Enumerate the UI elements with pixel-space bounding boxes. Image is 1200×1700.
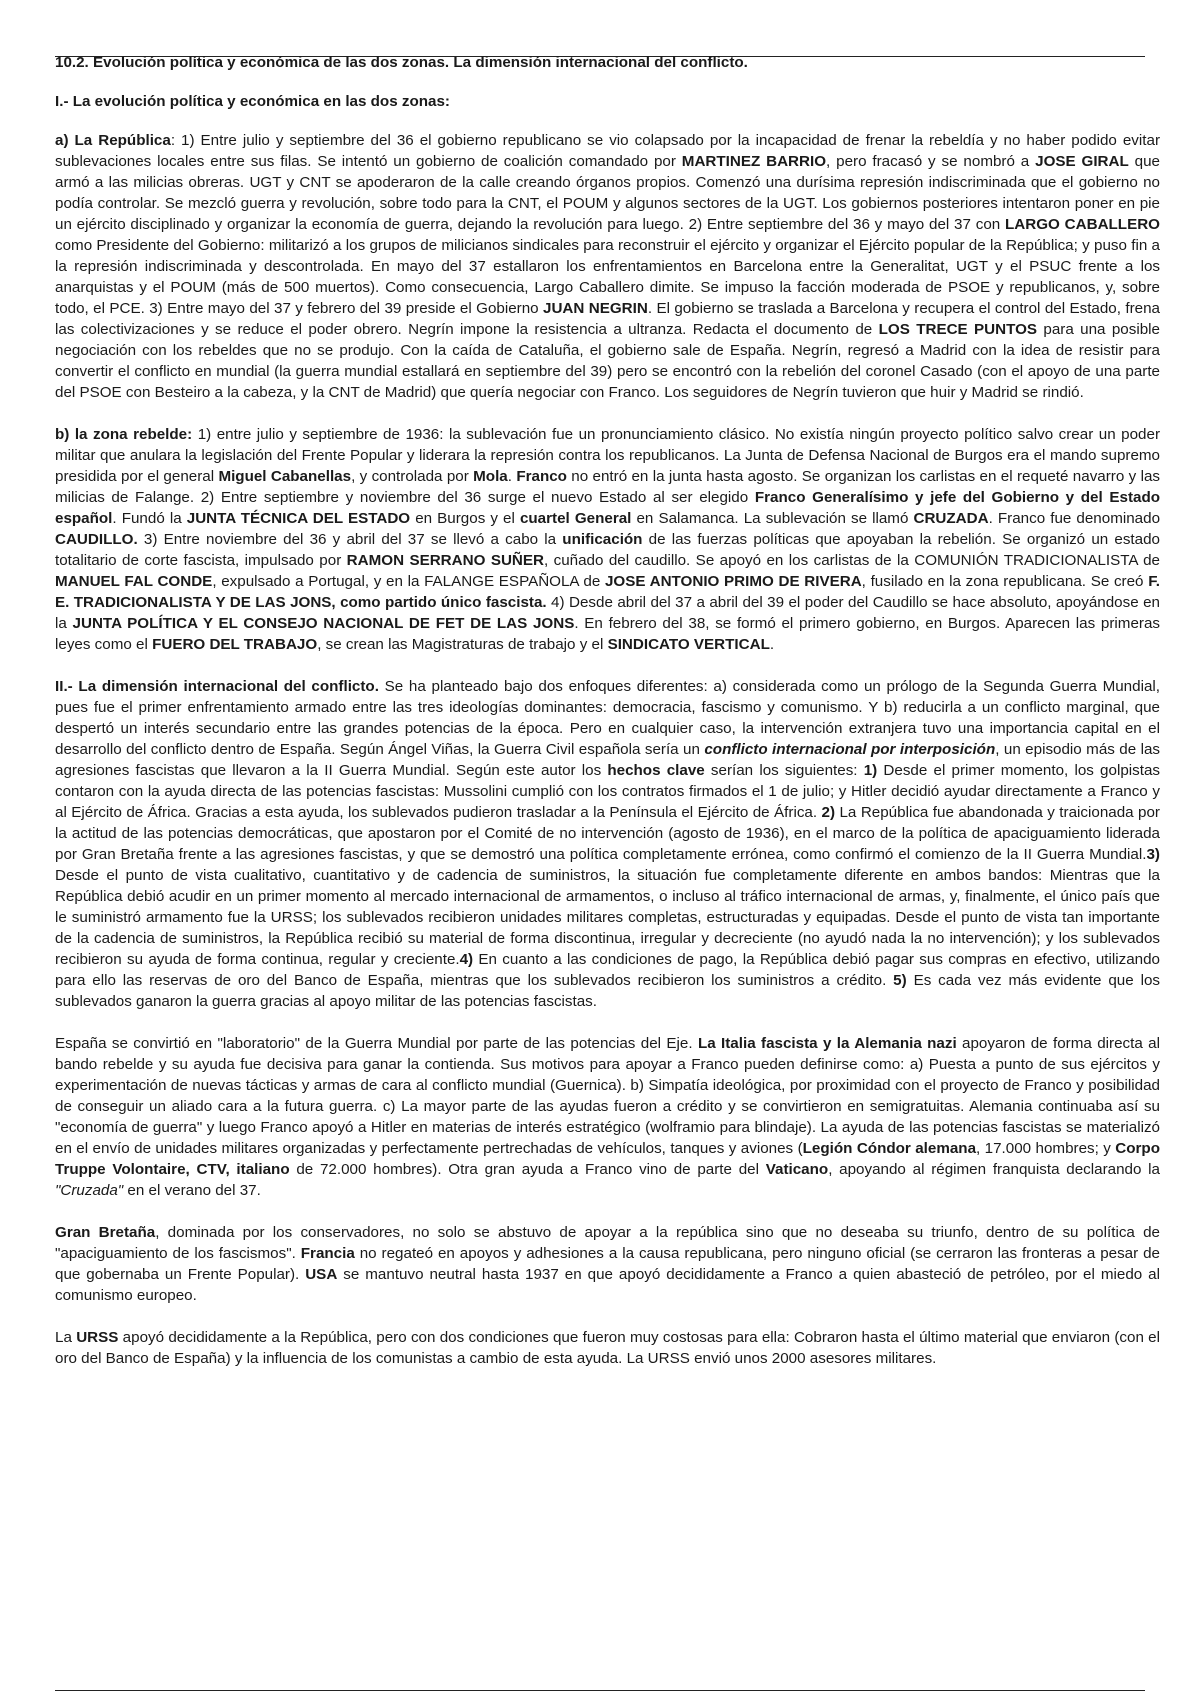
text-segment: Desde el punto de vista cualitativo, cuantitativo y de cadencia de suministros, la situación fue completamente diferente en ambos bandos: Mientras que la República debió acudir en un primer momento al mercado internacional de armamentos, o incluso al tráfico internacional de armas, y, finalmente, el único país que le suministró armamento fue la URSS; los sublevados recibieron unidades militares completas, estructuradas y equipadas. Desde el punto de vista tan importante de la cadencia de suministros, la República recibió su material de forma discontinua, irregular y decreciente (no ayudó nada la no intervención); y los sublevados recibieron su ayuda de forma continua, regular y creciente. [55, 867, 1160, 968]
bold-text-segment: CRUZADA [913, 510, 989, 527]
text-segment: , cuñado del caudillo. Se apoyó en los carlistas de la COMUNIÓN TRADICIONALISTA de [543, 552, 1160, 569]
bold-text-segment: Mola [473, 468, 508, 485]
text-segment: España se convirtió en "laboratorio" de la Guerra Mundial por parte de las potencias del Eje. [55, 1035, 698, 1052]
bold-text-segment: 5) [893, 972, 907, 989]
bold-text-segment: Francia [300, 1245, 355, 1262]
text-segment: En cuanto a las condiciones de pago, la República debió pagar sus compras en efectivo, utilizando para ello las reservas de oro del Banco de España, mientras que los sublevados recibieron los suministros a crédito. [55, 951, 1160, 989]
bold-text-segment: RAMON SERRANO SUÑER [346, 552, 544, 569]
text-segment: . En febrero del 38, se formó el primero gobierno, en Burgos. Aparecen las primeras leyes como el [55, 615, 1160, 653]
bold-text-segment: FUERO DEL TRABAJO [152, 636, 318, 653]
text-segment: de 72.000 hombres). Otra gran ayuda a Franco vino de parte del [289, 1161, 766, 1178]
text-segment: serían los siguientes: [704, 762, 864, 779]
text-segment: para una posible negociación con los rebeldes que no se produjo. Con la caída de Cataluña, el gobierno sale de España. Negrín, regresó a Madrid con la idea de resistir para convertir el conflicto en mundial (la guerra mundial estallará en septiembre del 39) pero se encontró con la rebelión del coronel Casado (con el apoyo de una parte del PSOE con Besteiro a la cabeza, y la CNT de Madrid) que quería negociar con Franco. Los seguidores de Negrín tuvieron que huir y Madrid se rindió. [55, 321, 1160, 401]
bold-text-segment: LOS TRECE PUNTOS [878, 321, 1038, 338]
text-segment: Es cada vez más evidente que los sublevados ganaron la guerra gracias al apoyo militar de las potencias fascistas. [55, 972, 1160, 1010]
text-segment: , 17.000 hombres; y [976, 1140, 1116, 1157]
bold-text-segment: SINDICATO VERTICAL [607, 636, 770, 653]
bold-text-segment: cuartel General [519, 510, 632, 527]
bold-text-segment: b) la zona rebelde: [55, 426, 193, 443]
text-segment: se mantuvo neutral hasta 1937 en que apoyó decididamente a Franco a quien abasteció de petróleo, por el miedo al comunismo europeo. [55, 1266, 1160, 1304]
bold-text-segment: Miguel Cabanellas [218, 468, 352, 485]
text-segment: , expulsado a Portugal, y en la FALANGE ESPAÑOLA de [212, 573, 605, 590]
text-segment: Se ha planteado bajo dos enfoques diferentes: a) considerada como un prólogo de la Segunda Guerra Mundial, pues fue el primer enfrentamiento armado entre las tres ideologías dominantes: democracia, fascismo y comunismo. Y b) reducirla a un conflicto marginal, que despertó un interés secundario entre las grandes potencias de la época. Pero en cualquier caso, la intervención extranjera tuvo una importancia capital en el desarrollo del conflicto dentro de España. Según Ángel Viñas, la Guerra Civil española sería un [55, 678, 1160, 758]
text-segment: en Salamanca. La sublevación se llamó [631, 510, 914, 527]
bold-text-segment: JOSE ANTONIO PRIMO DE RIVERA [604, 573, 862, 590]
document-page [55, 52, 1160, 1390]
bold-text-segment: Franco Generalísimo y jefe del Gobierno y del Estado español [55, 489, 1161, 527]
bold-text-segment: II.- La dimensión internacional del conflicto. [55, 678, 379, 695]
italic-text-segment: "Cruzada" [55, 1182, 124, 1199]
bold-text-segment: LARGO CABALLERO [1005, 216, 1161, 233]
text-segment: La [55, 1329, 77, 1346]
text-segment: , fusilado en la zona republicana. Se creó [861, 573, 1149, 590]
bold-text-segment: 4) [459, 951, 474, 968]
text-segment: , pero fracasó y se nombró a [826, 153, 1036, 170]
text-segment: , apoyando al régimen franquista declarando la [828, 1161, 1160, 1178]
text-segment: La República fue abandonada y traicionada por la actitud de las potencias democráticas, que apostaron por el Comité de no intervención (agosto de 1936), en el marco de la política de apaciguamiento liderada por Gran Bretaña frente a las agresiones fascistas, y que se demostró una política completamente errónea, como confirmó el comienzo de la II Guerra Mundial. [55, 804, 1160, 863]
paragraph-urss [55, 1327, 1160, 1369]
text-segment: : 1) Entre julio y septiembre del 36 el gobierno republicano se vio colapsado por la incapacidad de frenar la rebeldía y no haber podido evitar sublevaciones locales entre sus filas. Se intentó un gobierno de coalición comandado por [55, 132, 1161, 170]
paragraph-gran-bretana-francia-usa [55, 1222, 1160, 1306]
text-segment: como Presidente del Gobierno: militarizó a los grupos de milicianos sindicales para reconstruir el ejército y organizar el Ejército popular de la República; y puso fin a la represión indiscriminada y descontrolada. En mayo del 37 estallaron los enfrentamientos en Barcelona entre la Generalitat, UGT y el PSUC frente a los anarquistas y el POUM (más de 500 muertos). Como consecuencia, Largo Caballero dimite. Se impuso la facción moderada de PSOE y republicanos, y, sobre todo, el PCE. 3) Entre mayo del 37 y febrero del 39 preside el Gobierno [55, 237, 1160, 317]
paragraph-dimension-internacional [55, 676, 1160, 1012]
text-segment: , y controlada por [351, 468, 474, 485]
text-segment: . Franco fue denominado [988, 510, 1161, 527]
text-segment: 4) Desde abril del 37 a abril del 39 el poder del Caudillo se hace absoluto, apoyándose en la [55, 594, 1160, 632]
paragraph-italia-alemania [55, 1033, 1160, 1201]
text-segment: . [507, 468, 517, 485]
text-segment: de las fuerzas políticas que apoyaban la rebelión. Se organizó un estado totalitario de corte fascista, impulsado por [55, 531, 1160, 569]
bold-text-segment: Vaticano [765, 1161, 829, 1178]
bold-text-segment: 3) [1146, 846, 1160, 863]
text-segment: Desde el primer momento, los golpistas contaron con la ayuda directa de las potencias fascistas: Mussolini cumplió con los contratos firmados el 1 de julio; y Hitler decidió ayudar directamente a Franco y al Ejército de África. Gracias a esta ayuda, los sublevados pudieron trasladar a la Península el Ejército de África. [55, 762, 1160, 821]
bold-text-segment: URSS [76, 1329, 119, 1346]
bold-text-segment: MANUEL FAL CONDE [55, 573, 213, 590]
text-segment: que armó a las milicias obreras. UGT y CNT se apoderaron de la calle creando órganos propios. Comenzó una durísima represión indiscriminada que el gobierno no podía controlar. Se mezcló guerra y revolución, sobre todo para la CNT, el POUM y algunos sectores de la UGT. Los gobiernos posteriores intentaron poner en pie un ejército disciplinado y organizar la economía de guerra, dejando la revolución para luego. 2) Entre septiembre del 36 y mayo del 37 con [55, 153, 1160, 233]
bold-text-segment: 2) [821, 804, 836, 821]
bold-text-segment: La Italia fascista y la Alemania nazi [697, 1035, 957, 1052]
bold-text-segment: JUNTA TÉCNICA DEL ESTADO [186, 510, 411, 527]
text-segment: . El gobierno se traslada a Barcelona y recupera el control del Estado, frena las colectivizaciones y se reduce el poder obrero. Negrín impone la resistencia a ultranza. Redacta el documento de [55, 300, 1160, 338]
bold-text-segment: USA [305, 1266, 338, 1283]
text-segment: apoyó decididamente a la República, pero con dos condiciones que fueron muy costosas para ella: Cobraron hasta el último material que enviaron (con el oro del Banco de España) y la influencia de los comunistas a cambio de esta ayuda. La URSS envió unos 2000 asesores militares. [55, 1329, 1160, 1367]
text-segment: , un episodio más de las agresiones fascistas que llevaron a la II Guerra Mundial. Según este autor los [55, 741, 1160, 779]
bottom-rule [55, 1690, 1145, 1691]
bold-text-segment: Corpo Truppe Volontaire, CTV, italiano [55, 1140, 1160, 1178]
text-segment: 1) entre julio y septiembre de 1936: la sublevación fue un pronunciamiento clásico. No existía ningún proyecto político salvo crear un poder militar que anulara la legislación del Frente Popular y liderara la represión contra los republicanos. La Junta de Defensa Nacional de Burgos era el mando supremo presidida por el general [55, 426, 1160, 485]
text-segment: . Fundó la [112, 510, 187, 527]
bold-text-segment: 1) [863, 762, 878, 779]
bold-text-segment: a) La República [55, 132, 171, 149]
bold-text-segment: JUAN NEGRIN [543, 300, 648, 317]
bold-text-segment: hechos clave [607, 762, 705, 779]
text-segment: en Burgos y el [410, 510, 520, 527]
text-segment: . [769, 636, 775, 653]
bold-text-segment: JUNTA POLÍTICA Y EL CONSEJO NACIONAL DE FET DE LAS JONS [72, 615, 575, 632]
bold-text-segment: unificación [562, 531, 643, 548]
text-segment: , se crean las Magistraturas de trabajo y el [317, 636, 608, 653]
text-segment: , dominada por los conservadores, no solo se abstuvo de apoyar a la república sino que no deseaba su triunfo, dentro de su política de "apaciguamiento de los fascismos". [55, 1224, 1160, 1262]
bold-text-segment: JOSE GIRAL [1035, 153, 1129, 170]
bold-text-segment: Franco [516, 468, 567, 485]
text-segment: no entró en la junta hasta agosto. Se organizan los carlistas en el requeté navarro y las milicias de Falange. 2) Entre septiembre y noviembre del 36 surge el nuevo Estado al ser elegido [55, 468, 1160, 506]
bold-text-segment: conflicto internacional por interposición [704, 741, 996, 758]
bold-text-segment: MARTINEZ BARRIO [681, 153, 827, 170]
text-segment: no regateó en apoyos y adhesiones a la causa republicana, pero ninguno oficial (se cerraron las fronteras a pesar de que gobernaba un Frente Popular). [55, 1245, 1161, 1283]
paragraph-zona-rebelde [55, 424, 1160, 655]
bold-text-segment: Gran Bretaña [55, 1224, 156, 1241]
paragraph-republica [55, 130, 1160, 403]
document-title: 10.2. Evolución política y económica de las dos zonas. La dimensión internacional del conflicto. [55, 54, 748, 71]
section-heading-1: I.- La evolución política y económica en las dos zonas: [55, 93, 450, 110]
bold-text-segment: F. E. TRADICIONALISTA Y DE LAS JONS, como partido único fascista. [55, 573, 1160, 611]
text-segment: 3) Entre noviembre del 36 y abril del 37 se llevó a cabo la [137, 531, 563, 548]
bold-text-segment: Legión Cóndor alemana [802, 1140, 977, 1157]
bold-text-segment: CAUDILLO. [55, 531, 138, 548]
text-segment: en el verano del 37. [123, 1182, 261, 1199]
text-segment: apoyaron de forma directa al bando rebelde y su ayuda fue decisiva para ganar la contienda. Sus motivos para apoyar a Franco pueden definirse como: a) Puesta a punto de sus ejércitos y experimentación de nuevas tácticas y armas de cara al conflicto mundial (Guernica). b) Simpatía ideológica, por proximidad con el proyecto de Franco y posibilidad de conseguir un aliado cara a la futura guerra. c) La mayor parte de las ayudas fueron a crédito y se convirtieron en semigratuitas. Alemania continuaba así su "economía de guerra" y luego Franco apoyó a Hitler en materias de interés estratégico (wolframio para blindaje). La ayuda de las potencias fascistas se materializó en el envío de unidades militares organizadas y perfectamente pertrechadas de vehículos, tanques y aviones ( [55, 1035, 1160, 1157]
